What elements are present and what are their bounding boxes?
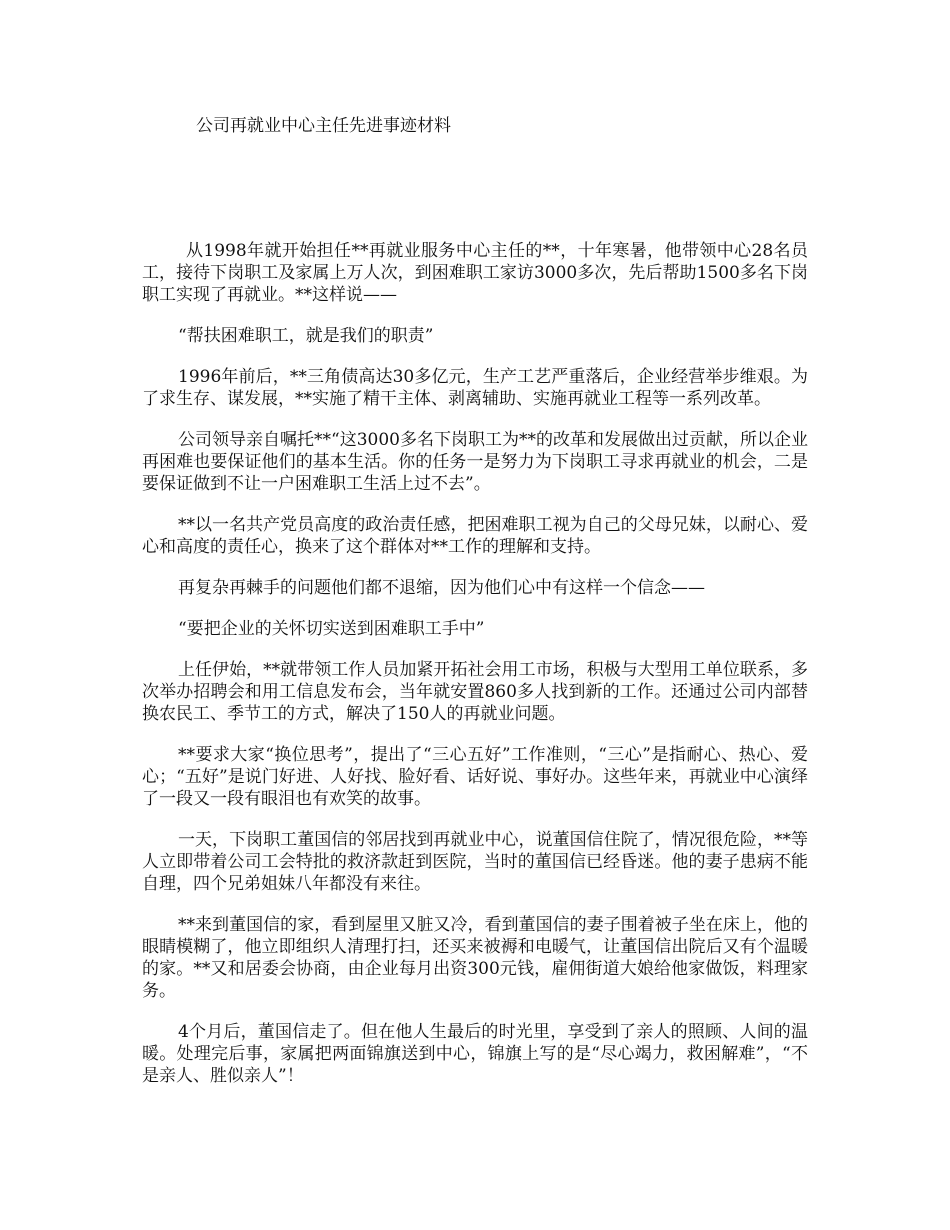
paragraph-work-principles: **要求大家“换位思考”，提出了“三心五好”工作准则，“三心”是指耐心、热心、爱心；“五好”是说门好进、人好找、脸好看、话好说、事好办。这些年来，再就业中心演绎了一段又一段有眼泪也有欢笑的故事。 [142, 745, 808, 809]
paragraph-banners: 4个月后，董国信走了。但在他人生最后的时光里，享受到了亲人的照顾、人间的温暖。处理完后事，家属把两面锦旗送到中心，锦旗上写的是“尽心竭力，救困解难”，“不是亲人、胜似亲人”！ [142, 1022, 808, 1086]
paragraph-hospital-story: 一天，下岗职工董国信的邻居找到再就业中心，说董国信住院了，情况很危险，**等人立即带着公司工会特批的救济款赶到医院，当时的董国信已经昏迷。他的妻子患病不能自理，四个兄弟姐妹八年都没有来往。 [142, 830, 808, 894]
paragraph-home-visit: **来到董国信的家，看到屋里又脏又冷，看到董国信的妻子围着被子坐在床上，他的眼睛模糊了，他立即组织人清理打扫，还买来被褥和电暖气，让董国信出院后又有个温暖的家。**又和居委会协商，由企业每月出资300元钱，雇佣街道大娘给他家做饭，料理家务。 [142, 915, 808, 1001]
paragraph-leadership-charge: 公司领导亲自嘱托**“这3000多名下岗职工为**的改革和发展做出过贡献，所以企业再困难也要保证他们的基本生活。你的任务一是努力为下岗职工寻求再就业的机会，二是要保证做到不让一户困难职工生活上过不去”。 [142, 430, 808, 494]
section-heading-duty: “帮扶困难职工，就是我们的职责” [178, 326, 434, 346]
document-body [142, 240, 808, 1106]
section-heading-care: “要把企业的关怀切实送到困难职工手中” [178, 619, 485, 639]
document-title: 公司再就业中心主任先进事迹材料 [196, 116, 451, 136]
paragraph-employment-market: 上任伊始，**就带领工作人员加紧开拓社会用工市场，积极与大型用工单位联系，多次举办招聘会和用工信息发布会，当年就安置860多人找到新的工作。还通过公司内部替换农民工、季节工的方式，解决了150人的再就业问题。 [142, 660, 808, 724]
paragraph-belief: 再复杂再棘手的问题他们都不退缩，因为他们心中有这样一个信念—— [178, 578, 705, 598]
paragraph-responsibility: **以一名共产党员高度的政治责任感，把困难职工视为自己的父母兄妹，以耐心、爱心和高度的责任心，换来了这个群体对**工作的理解和支持。 [142, 515, 808, 557]
paragraph-background: 1996年前后，**三角债高达30多亿元，生产工艺严重落后，企业经营举步维艰。为了求生存、谋发展，**实施了精干主体、剥离辅助、实施再就业工程等一系列改革。 [142, 367, 808, 409]
paragraph-intro: 从1998年就开始担任**再就业服务中心主任的**，十年寒暑，他带领中心28名员工，接待下岗职工及家属上万人次，到困难职工家访3000多次，先后帮助1500多名下岗职工实现了再就业。**这样说—— [142, 241, 808, 305]
